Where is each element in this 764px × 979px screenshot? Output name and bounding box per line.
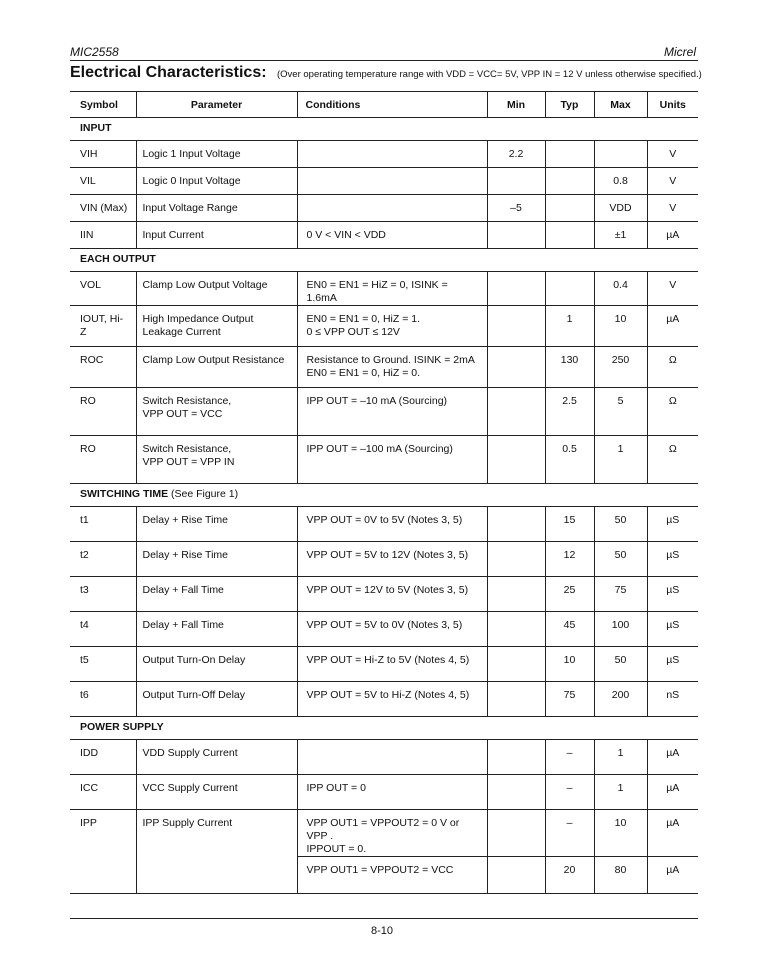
title-conditions-note: (Over operating temperature range with VDD = VCC= 5V, VPP IN = 12 V unless otherwise specified.) <box>277 69 702 80</box>
cell-conditions: VPP OUT = 5V to Hi-Z (Notes 4, 5) <box>297 682 487 717</box>
cell-conditions: VPP OUT = 0V to 5V (Notes 3, 5) <box>297 507 487 542</box>
section-header-row <box>70 249 698 272</box>
cell-symbol: RO <box>70 436 136 484</box>
cell-conditions <box>297 168 487 195</box>
cell-parameter: Input Voltage Range <box>136 195 297 222</box>
table-row <box>70 507 698 542</box>
cell-parameter: High Impedance Output Leakage Current <box>136 306 297 347</box>
table-row <box>70 542 698 577</box>
section-header <box>70 717 698 740</box>
col-header-units: Units <box>647 92 698 118</box>
cell-symbol: IOUT, Hi-Z <box>70 306 136 347</box>
cell-conditions: VPP OUT = 5V to 12V (Notes 3, 5) <box>297 542 487 577</box>
col-header-symbol: Symbol <box>70 92 136 118</box>
table-row <box>70 436 698 484</box>
cell-parameter: Clamp Low Output Voltage <box>136 272 297 306</box>
cell-min <box>487 612 545 647</box>
cell-parameter <box>136 857 297 894</box>
cell-typ: 25 <box>545 577 594 612</box>
table-row <box>70 222 698 249</box>
section-name: INPUT <box>80 122 112 134</box>
cell-parameter: VCC Supply Current <box>136 775 297 810</box>
col-header-typ: Typ <box>545 92 594 118</box>
cell-symbol: ROC <box>70 347 136 388</box>
cell-parameter: Output Turn-Off Delay <box>136 682 297 717</box>
table-row <box>70 740 698 775</box>
cell-max: 1 <box>594 436 647 484</box>
cell-min <box>487 740 545 775</box>
cell-parameter: Output Turn-On Delay <box>136 647 297 682</box>
cell-max: 5 <box>594 388 647 436</box>
cell-conditions: IPP OUT = 0 <box>297 775 487 810</box>
table-row <box>70 577 698 612</box>
cell-units: V <box>647 168 698 195</box>
cell-typ: – <box>545 740 594 775</box>
cell-units: µA <box>647 740 698 775</box>
table-row <box>70 347 698 388</box>
cell-min: 2.2 <box>487 141 545 168</box>
cell-conditions: VPP OUT1 = VPPOUT2 = 0 V or VPP . IPPOUT = 0. <box>297 810 487 857</box>
cell-units: µA <box>647 810 698 857</box>
table-row <box>70 612 698 647</box>
cell-symbol: VOL <box>70 272 136 306</box>
cell-typ: 15 <box>545 507 594 542</box>
cell-units: µS <box>647 542 698 577</box>
cell-min <box>487 810 545 857</box>
cell-parameter: Clamp Low Output Resistance <box>136 347 297 388</box>
col-header-max: Max <box>594 92 647 118</box>
table-row <box>70 647 698 682</box>
cell-max: 80 <box>594 857 647 894</box>
cell-typ: 1 <box>545 306 594 347</box>
cell-min <box>487 347 545 388</box>
cell-max: 250 <box>594 347 647 388</box>
cell-typ: 20 <box>545 857 594 894</box>
cell-typ <box>545 168 594 195</box>
cell-units: V <box>647 272 698 306</box>
cell-units: µA <box>647 306 698 347</box>
cell-parameter: Delay + Fall Time <box>136 577 297 612</box>
cell-units: nS <box>647 682 698 717</box>
cell-typ: 10 <box>545 647 594 682</box>
cell-conditions: VPP OUT = Hi-Z to 5V (Notes 4, 5) <box>297 647 487 682</box>
section-name: SWITCHING TIME <box>80 488 169 500</box>
cell-symbol: t3 <box>70 577 136 612</box>
table-row <box>70 857 698 894</box>
header-part-number: MIC2558 <box>70 45 119 59</box>
cell-conditions <box>297 740 487 775</box>
cell-units: Ω <box>647 388 698 436</box>
cell-symbol: IIN <box>70 222 136 249</box>
cell-conditions: IPP OUT = –10 mA (Sourcing) <box>297 388 487 436</box>
cell-min <box>487 168 545 195</box>
cell-units: Ω <box>647 347 698 388</box>
section-name: EACH OUTPUT <box>80 253 156 265</box>
cell-min <box>487 682 545 717</box>
cell-symbol: t5 <box>70 647 136 682</box>
cell-typ: 45 <box>545 612 594 647</box>
cell-parameter: IPP Supply Current <box>136 810 297 857</box>
cell-symbol: t2 <box>70 542 136 577</box>
cell-min <box>487 542 545 577</box>
section-header <box>70 118 698 141</box>
cell-parameter: Input Current <box>136 222 297 249</box>
table-header-row <box>70 92 698 118</box>
cell-conditions: VPP OUT = 12V to 5V (Notes 3, 5) <box>297 577 487 612</box>
cell-min <box>487 577 545 612</box>
cell-units: µS <box>647 612 698 647</box>
cell-conditions: VPP OUT1 = VPPOUT2 = VCC <box>297 857 487 894</box>
cell-units: µA <box>647 775 698 810</box>
cell-min <box>487 436 545 484</box>
cell-symbol: VIH <box>70 141 136 168</box>
page-number: 8-10 <box>370 925 394 937</box>
section-header-row <box>70 717 698 740</box>
cell-min: –5 <box>487 195 545 222</box>
cell-parameter: Switch Resistance, VPP OUT = VCC <box>136 388 297 436</box>
cell-parameter: Switch Resistance, VPP OUT = VPP IN <box>136 436 297 484</box>
cell-min <box>487 222 545 249</box>
cell-symbol: VIN (Max) <box>70 195 136 222</box>
header-rule <box>70 60 698 61</box>
cell-min <box>487 306 545 347</box>
cell-typ: 12 <box>545 542 594 577</box>
cell-symbol: ICC <box>70 775 136 810</box>
section-note: (See Figure 1) <box>168 488 239 500</box>
cell-max: 100 <box>594 612 647 647</box>
cell-symbol: IPP <box>80 817 97 829</box>
cell-conditions: EN0 = EN1 = 0, HiZ = 1. 0 ≤ VPP OUT ≤ 12V <box>297 306 487 347</box>
cell-typ: – <box>545 810 594 857</box>
cell-units: µS <box>647 647 698 682</box>
cell-units: V <box>647 195 698 222</box>
table-row <box>70 775 698 810</box>
cell-symbol: IDD <box>70 740 136 775</box>
section-title-row <box>70 64 710 82</box>
cell-max: 10 <box>594 306 647 347</box>
cell-units: µS <box>647 577 698 612</box>
cell-conditions: VPP OUT = 5V to 0V (Notes 3, 5) <box>297 612 487 647</box>
cell-conditions: 0 V < VIN < VDD <box>297 222 487 249</box>
cell-min <box>487 775 545 810</box>
cell-max: 1 <box>594 775 647 810</box>
table-row <box>70 388 698 436</box>
cell-min <box>487 507 545 542</box>
table-row <box>70 682 698 717</box>
cell-typ <box>545 222 594 249</box>
cell-min <box>487 857 545 894</box>
cell-units: Ω <box>647 436 698 484</box>
cell-max: 75 <box>594 577 647 612</box>
cell-typ: 75 <box>545 682 594 717</box>
cell-typ <box>545 141 594 168</box>
col-header-parameter: Parameter <box>136 92 297 118</box>
cell-max: 50 <box>594 507 647 542</box>
cell-typ <box>545 195 594 222</box>
cell-max: 50 <box>594 542 647 577</box>
cell-units: µA <box>647 857 698 894</box>
cell-parameter: Delay + Rise Time <box>136 542 297 577</box>
cell-conditions: Resistance to Ground. ISINK = 2mA EN0 = EN1 = 0, HiZ = 0. <box>297 347 487 388</box>
cell-units: µA <box>647 222 698 249</box>
footer-rule <box>70 918 698 919</box>
cell-symbol: t4 <box>70 612 136 647</box>
table-row <box>70 306 698 347</box>
cell-max: 0.4 <box>594 272 647 306</box>
section-header <box>70 249 698 272</box>
section-name: POWER SUPPLY <box>80 721 164 733</box>
cell-min <box>487 272 545 306</box>
cell-typ: 130 <box>545 347 594 388</box>
col-header-min: Min <box>487 92 545 118</box>
header-company: Micrel <box>664 45 696 59</box>
table-row <box>70 810 698 857</box>
cell-parameter: Logic 1 Input Voltage <box>136 141 297 168</box>
cell-units: µS <box>647 507 698 542</box>
section-header-row <box>70 484 698 507</box>
cell-parameter: Logic 0 Input Voltage <box>136 168 297 195</box>
cell-typ: – <box>545 775 594 810</box>
cell-typ <box>545 272 594 306</box>
table-body <box>70 118 698 894</box>
cell-conditions <box>297 141 487 168</box>
electrical-characteristics-table <box>70 91 698 894</box>
cell-symbol: RO <box>70 388 136 436</box>
table-row <box>70 195 698 222</box>
cell-conditions: IPP OUT = –100 mA (Sourcing) <box>297 436 487 484</box>
cell-units: V <box>647 141 698 168</box>
section-header-row <box>70 118 698 141</box>
cell-max: ±1 <box>594 222 647 249</box>
table-row <box>70 168 698 195</box>
cell-max: 50 <box>594 647 647 682</box>
table-row <box>70 141 698 168</box>
cell-max: 0.8 <box>594 168 647 195</box>
cell-max <box>594 141 647 168</box>
cell-parameter: Delay + Fall Time <box>136 612 297 647</box>
cell-conditions: EN0 = EN1 = HiZ = 0, ISINK = 1.6mA <box>297 272 487 306</box>
cell-max: 1 <box>594 740 647 775</box>
section-header <box>70 484 698 507</box>
cell-symbol: VIL <box>70 168 136 195</box>
cell-typ: 2.5 <box>545 388 594 436</box>
cell-parameter: VDD Supply Current <box>136 740 297 775</box>
cell-max: 200 <box>594 682 647 717</box>
page-title: Electrical Characteristics: <box>70 64 267 81</box>
cell-parameter: Delay + Rise Time <box>136 507 297 542</box>
cell-min <box>487 647 545 682</box>
cell-max: 10 <box>594 810 647 857</box>
cell-typ: 0.5 <box>545 436 594 484</box>
cell-min <box>487 388 545 436</box>
cell-symbol: t1 <box>70 507 136 542</box>
cell-symbol <box>70 857 136 894</box>
cell-symbol: t6 <box>70 682 136 717</box>
cell-conditions <box>297 195 487 222</box>
cell-max: VDD <box>594 195 647 222</box>
table-row <box>70 272 698 306</box>
col-header-conditions: Conditions <box>297 92 487 118</box>
